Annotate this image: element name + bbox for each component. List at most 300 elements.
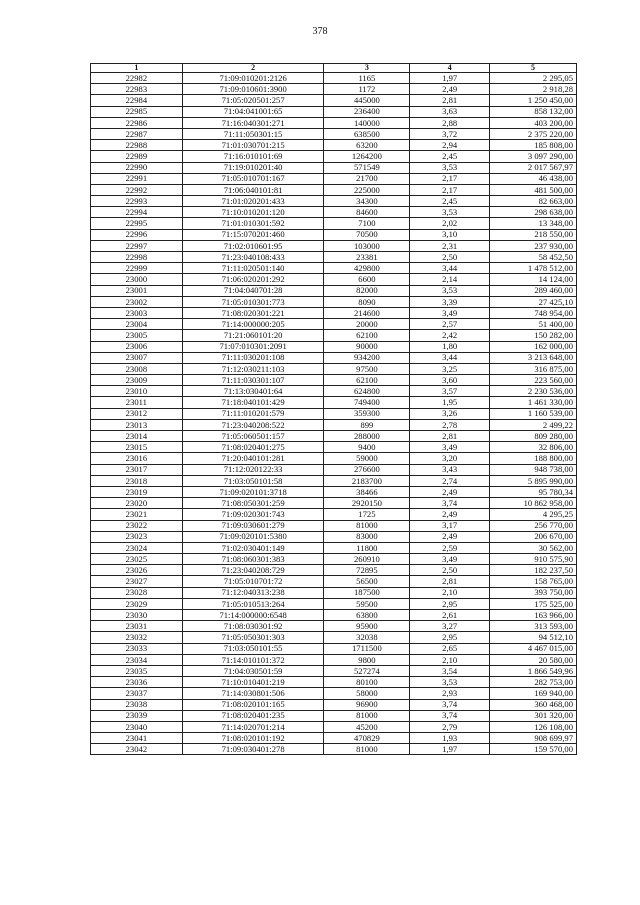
rate-cell: 3,72 <box>410 128 490 139</box>
row-number-cell: 23003 <box>91 307 183 318</box>
rate-cell: 3,49 <box>410 554 490 565</box>
cadastral-number-cell: 71:14:010101:372 <box>182 654 324 665</box>
area-cell: 236400 <box>324 106 410 117</box>
row-number-cell: 23002 <box>91 296 183 307</box>
area-cell: 32038 <box>324 632 410 643</box>
table-row <box>91 598 577 609</box>
rate-cell: 3,74 <box>410 699 490 710</box>
rate-cell: 2,49 <box>410 509 490 520</box>
table-row <box>91 162 577 173</box>
cadastral-number-cell: 71:20:040101:281 <box>182 453 324 464</box>
row-number-cell: 23026 <box>91 565 183 576</box>
area-cell: 84600 <box>324 207 410 218</box>
area-cell: 9400 <box>324 442 410 453</box>
area-cell: 8090 <box>324 296 410 307</box>
row-number-cell: 23039 <box>91 710 183 721</box>
data-table <box>90 63 577 755</box>
area-cell: 95900 <box>324 621 410 632</box>
cadastral-number-cell: 71:19:010201:40 <box>182 162 324 173</box>
cadastral-number-cell: 71:12:030211:103 <box>182 363 324 374</box>
value-cell: 298 638,00 <box>490 207 577 218</box>
cadastral-number-cell: 71:10:010201:120 <box>182 207 324 218</box>
row-number-cell: 22984 <box>91 95 183 106</box>
rate-cell: 1,97 <box>410 73 490 84</box>
area-cell: 9800 <box>324 654 410 665</box>
rate-cell: 3,44 <box>410 263 490 274</box>
row-number-cell: 23040 <box>91 721 183 732</box>
area-cell: 429800 <box>324 263 410 274</box>
table-row <box>91 520 577 531</box>
cadastral-number-cell: 71:05:010513:264 <box>182 598 324 609</box>
table-row <box>91 710 577 721</box>
table-row <box>91 498 577 509</box>
cadastral-number-cell: 71:05:020501:257 <box>182 95 324 106</box>
table-row <box>91 408 577 419</box>
area-cell: 288000 <box>324 431 410 442</box>
column-header-2: 2 <box>182 64 324 73</box>
area-cell: 140000 <box>324 117 410 128</box>
value-cell: 748 954,00 <box>490 307 577 318</box>
value-cell: 32 806,00 <box>490 442 577 453</box>
row-number-cell: 22995 <box>91 218 183 229</box>
cadastral-number-cell: 71:08:020101:192 <box>182 733 324 744</box>
value-cell: 1 478 512,00 <box>490 263 577 274</box>
value-cell: 1 160 539,00 <box>490 408 577 419</box>
value-cell: 908 699,97 <box>490 733 577 744</box>
value-cell: 223 560,00 <box>490 375 577 386</box>
table-row <box>91 95 577 106</box>
area-cell: 38466 <box>324 486 410 497</box>
table-row <box>91 654 577 665</box>
table-row <box>91 84 577 95</box>
rate-cell: 3,39 <box>410 296 490 307</box>
area-cell: 1711500 <box>324 643 410 654</box>
value-cell: 948 738,00 <box>490 464 577 475</box>
cadastral-number-cell: 71:12:020122:33 <box>182 464 324 475</box>
row-number-cell: 23017 <box>91 464 183 475</box>
table-row <box>91 610 577 621</box>
cadastral-number-cell: 71:08:020101:165 <box>182 699 324 710</box>
area-cell: 470829 <box>324 733 410 744</box>
table-row <box>91 464 577 475</box>
rate-cell: 2,78 <box>410 419 490 430</box>
table-row <box>91 453 577 464</box>
row-number-cell: 23030 <box>91 610 183 621</box>
value-cell: 481 500,00 <box>490 184 577 195</box>
table-row <box>91 352 577 363</box>
row-number-cell: 23013 <box>91 419 183 430</box>
row-number-cell: 22987 <box>91 128 183 139</box>
row-number-cell: 23018 <box>91 475 183 486</box>
rate-cell: 2,17 <box>410 184 490 195</box>
area-cell: 59500 <box>324 598 410 609</box>
row-number-cell: 23037 <box>91 688 183 699</box>
row-number-cell: 22994 <box>91 207 183 218</box>
value-cell: 30 562,00 <box>490 542 577 553</box>
row-number-cell: 23006 <box>91 341 183 352</box>
table-row <box>91 733 577 744</box>
area-cell: 62100 <box>324 375 410 386</box>
value-cell: 27 425,10 <box>490 296 577 307</box>
table-row <box>91 565 577 576</box>
rate-cell: 3,20 <box>410 453 490 464</box>
area-cell: 1172 <box>324 84 410 95</box>
value-cell: 159 570,00 <box>490 744 577 755</box>
value-cell: 2 017 567,97 <box>490 162 577 173</box>
cadastral-number-cell: 71:07:010301:2091 <box>182 341 324 352</box>
table-row <box>91 531 577 542</box>
area-cell: 11800 <box>324 542 410 553</box>
value-cell: 393 750,00 <box>490 587 577 598</box>
rate-cell: 1,80 <box>410 341 490 352</box>
cadastral-number-cell: 71:11:030201:108 <box>182 352 324 363</box>
table-row <box>91 688 577 699</box>
cadastral-number-cell: 71:14:030801:506 <box>182 688 324 699</box>
area-cell: 21700 <box>324 173 410 184</box>
rate-cell: 3,53 <box>410 207 490 218</box>
table-row <box>91 677 577 688</box>
cadastral-number-cell: 71:08:060301:383 <box>182 554 324 565</box>
area-cell: 2920150 <box>324 498 410 509</box>
value-cell: 1 250 450,00 <box>490 95 577 106</box>
area-cell: 80100 <box>324 677 410 688</box>
rate-cell: 3,74 <box>410 498 490 509</box>
row-number-cell: 22983 <box>91 84 183 95</box>
cadastral-number-cell: 71:14:000000:205 <box>182 319 324 330</box>
table-row <box>91 542 577 553</box>
cadastral-number-cell: 71:05:010701:167 <box>182 173 324 184</box>
cadastral-number-cell: 71:01:010301:592 <box>182 218 324 229</box>
cadastral-number-cell: 71:12:040313:238 <box>182 587 324 598</box>
value-cell: 2 230 536,00 <box>490 386 577 397</box>
rate-cell: 3,60 <box>410 375 490 386</box>
table-row <box>91 106 577 117</box>
cadastral-number-cell: 71:06:020201:292 <box>182 274 324 285</box>
row-number-cell: 23023 <box>91 531 183 542</box>
row-number-cell: 23024 <box>91 542 183 553</box>
row-number-cell: 23022 <box>91 520 183 531</box>
cadastral-number-cell: 71:11:010201:579 <box>182 408 324 419</box>
table-row <box>91 173 577 184</box>
value-cell: 20 580,00 <box>490 654 577 665</box>
value-cell: 910 575,90 <box>490 554 577 565</box>
cadastral-number-cell: 71:21:060101:20 <box>182 330 324 341</box>
row-number-cell: 22999 <box>91 263 183 274</box>
rate-cell: 2,42 <box>410 330 490 341</box>
cadastral-number-cell: 71:15:070201:460 <box>182 229 324 240</box>
row-number-cell: 22989 <box>91 151 183 162</box>
table-row <box>91 431 577 442</box>
rate-cell: 2,59 <box>410 542 490 553</box>
table-row <box>91 621 577 632</box>
table-row <box>91 229 577 240</box>
cadastral-number-cell: 71:23:040108:433 <box>182 252 324 263</box>
rate-cell: 3,54 <box>410 665 490 676</box>
rate-cell: 2,93 <box>410 688 490 699</box>
table-row <box>91 285 577 296</box>
rate-cell: 3,53 <box>410 162 490 173</box>
row-number-cell: 23028 <box>91 587 183 598</box>
area-cell: 571549 <box>324 162 410 173</box>
rate-cell: 3,49 <box>410 307 490 318</box>
row-number-cell: 23001 <box>91 285 183 296</box>
cadastral-number-cell: 71:11:050301:15 <box>182 128 324 139</box>
area-cell: 7100 <box>324 218 410 229</box>
area-cell: 82000 <box>324 285 410 296</box>
area-cell: 45200 <box>324 721 410 732</box>
cadastral-number-cell: 71:08:020401:275 <box>182 442 324 453</box>
value-cell: 2 499,22 <box>490 419 577 430</box>
row-number-cell: 22996 <box>91 229 183 240</box>
row-number-cell: 22988 <box>91 140 183 151</box>
table-row <box>91 218 577 229</box>
value-cell: 10 862 958,00 <box>490 498 577 509</box>
table-row <box>91 475 577 486</box>
column-header-1: 1 <box>91 64 183 73</box>
cadastral-number-cell: 71:05:060501:157 <box>182 431 324 442</box>
value-cell: 2 375 220,00 <box>490 128 577 139</box>
area-cell: 34300 <box>324 196 410 207</box>
area-cell: 2183700 <box>324 475 410 486</box>
cadastral-number-cell: 71:14:000000:6548 <box>182 610 324 621</box>
value-cell: 158 765,00 <box>490 576 577 587</box>
area-cell: 1264200 <box>324 151 410 162</box>
cadastral-number-cell: 71:09:020301:743 <box>182 509 324 520</box>
cadastral-number-cell: 71:11:020501:140 <box>182 263 324 274</box>
rate-cell: 3,53 <box>410 285 490 296</box>
value-cell: 163 966,00 <box>490 610 577 621</box>
area-cell: 103000 <box>324 240 410 251</box>
table-row <box>91 442 577 453</box>
cadastral-number-cell: 71:03:050101:58 <box>182 475 324 486</box>
cadastral-number-cell: 71:04:041001:65 <box>182 106 324 117</box>
rate-cell: 3,27 <box>410 621 490 632</box>
value-cell: 175 525,00 <box>490 598 577 609</box>
cadastral-number-cell: 71:10:010401:219 <box>182 677 324 688</box>
row-number-cell: 23005 <box>91 330 183 341</box>
value-cell: 206 670,00 <box>490 531 577 542</box>
column-header-4: 4 <box>410 64 490 73</box>
rate-cell: 2,57 <box>410 319 490 330</box>
cadastral-number-cell: 71:05:010301:773 <box>182 296 324 307</box>
rate-cell: 1,93 <box>410 733 490 744</box>
cadastral-number-cell: 71:09:020101:5380 <box>182 531 324 542</box>
table-row <box>91 419 577 430</box>
column-header-3: 3 <box>324 64 410 73</box>
table-row <box>91 744 577 755</box>
table-row <box>91 307 577 318</box>
rate-cell: 2,94 <box>410 140 490 151</box>
value-cell: 316 875,00 <box>490 363 577 374</box>
rate-cell: 2,61 <box>410 610 490 621</box>
table-row <box>91 207 577 218</box>
area-cell: 6600 <box>324 274 410 285</box>
row-number-cell: 22990 <box>91 162 183 173</box>
rate-cell: 3,17 <box>410 520 490 531</box>
rate-cell: 2,31 <box>410 240 490 251</box>
value-cell: 858 132,00 <box>490 106 577 117</box>
value-cell: 809 280,00 <box>490 431 577 442</box>
value-cell: 126 108,00 <box>490 721 577 732</box>
cadastral-number-cell: 71:09:030401:278 <box>182 744 324 755</box>
row-number-cell: 23033 <box>91 643 183 654</box>
rate-cell: 3,74 <box>410 710 490 721</box>
rate-cell: 3,44 <box>410 352 490 363</box>
value-cell: 360 468,00 <box>490 699 577 710</box>
value-cell: 58 452,50 <box>490 252 577 263</box>
value-cell: 51 400,00 <box>490 319 577 330</box>
area-cell: 1725 <box>324 509 410 520</box>
value-cell: 5 895 990,00 <box>490 475 577 486</box>
row-number-cell: 23042 <box>91 744 183 755</box>
area-cell: 81000 <box>324 520 410 531</box>
area-cell: 934200 <box>324 352 410 363</box>
value-cell: 46 438,00 <box>490 173 577 184</box>
cadastral-number-cell: 71:09:010601:3900 <box>182 84 324 95</box>
table-row <box>91 330 577 341</box>
value-cell: 150 282,00 <box>490 330 577 341</box>
rate-cell: 3,10 <box>410 229 490 240</box>
value-cell: 256 770,00 <box>490 520 577 531</box>
row-number-cell: 22982 <box>91 73 183 84</box>
rate-cell: 2,65 <box>410 643 490 654</box>
table-row <box>91 252 577 263</box>
rate-cell: 2,14 <box>410 274 490 285</box>
area-cell: 70500 <box>324 229 410 240</box>
row-number-cell: 22997 <box>91 240 183 251</box>
table-row <box>91 632 577 643</box>
value-cell: 3 213 648,00 <box>490 352 577 363</box>
cadastral-number-cell: 71:14:020701:214 <box>182 721 324 732</box>
cadastral-number-cell: 71:08:020401:235 <box>182 710 324 721</box>
rate-cell: 2,49 <box>410 84 490 95</box>
table-row <box>91 240 577 251</box>
area-cell: 58000 <box>324 688 410 699</box>
value-cell: 95 780,34 <box>490 486 577 497</box>
value-cell: 162 000,00 <box>490 341 577 352</box>
row-number-cell: 23009 <box>91 375 183 386</box>
area-cell: 72895 <box>324 565 410 576</box>
table-row <box>91 128 577 139</box>
cadastral-number-cell: 71:09:020101:3718 <box>182 486 324 497</box>
value-cell: 188 800,00 <box>490 453 577 464</box>
area-cell: 359300 <box>324 408 410 419</box>
row-number-cell: 23015 <box>91 442 183 453</box>
area-cell: 96900 <box>324 699 410 710</box>
row-number-cell: 23027 <box>91 576 183 587</box>
header-row <box>91 64 577 73</box>
row-number-cell: 22986 <box>91 117 183 128</box>
rate-cell: 2,95 <box>410 598 490 609</box>
row-number-cell: 23010 <box>91 386 183 397</box>
area-cell: 1165 <box>324 73 410 84</box>
cadastral-number-cell: 71:16:010101:69 <box>182 151 324 162</box>
rate-cell: 2,74 <box>410 475 490 486</box>
area-cell: 63800 <box>324 610 410 621</box>
value-cell: 301 320,00 <box>490 710 577 721</box>
row-number-cell: 23020 <box>91 498 183 509</box>
value-cell: 218 550,00 <box>490 229 577 240</box>
rate-cell: 2,49 <box>410 486 490 497</box>
rate-cell: 1,97 <box>410 744 490 755</box>
rate-cell: 3,26 <box>410 408 490 419</box>
cadastral-number-cell: 71:04:040701:28 <box>182 285 324 296</box>
table-row <box>91 665 577 676</box>
rate-cell: 3,53 <box>410 677 490 688</box>
area-cell: 90000 <box>324 341 410 352</box>
value-cell: 4 467 015,00 <box>490 643 577 654</box>
table-row <box>91 140 577 151</box>
cadastral-number-cell: 71:08:030301:92 <box>182 621 324 632</box>
area-cell: 62100 <box>324 330 410 341</box>
rate-cell: 2,81 <box>410 431 490 442</box>
area-cell: 445000 <box>324 95 410 106</box>
rate-cell: 2,50 <box>410 252 490 263</box>
area-cell: 83000 <box>324 531 410 542</box>
table-row <box>91 576 577 587</box>
row-number-cell: 23000 <box>91 274 183 285</box>
row-number-cell: 23031 <box>91 621 183 632</box>
table-row <box>91 397 577 408</box>
table-row <box>91 196 577 207</box>
cadastral-number-cell: 71:23:040208:729 <box>182 565 324 576</box>
cadastral-number-cell: 71:08:050301:259 <box>182 498 324 509</box>
rate-cell: 2,02 <box>410 218 490 229</box>
value-cell: 3 097 290,00 <box>490 151 577 162</box>
table-row <box>91 509 577 520</box>
area-cell: 59000 <box>324 453 410 464</box>
table-row <box>91 263 577 274</box>
row-number-cell: 22993 <box>91 196 183 207</box>
cadastral-number-cell: 71:09:030601:279 <box>182 520 324 531</box>
cadastral-number-cell: 71:01:020201:433 <box>182 196 324 207</box>
area-cell: 527274 <box>324 665 410 676</box>
row-number-cell: 23007 <box>91 352 183 363</box>
area-cell: 63200 <box>324 140 410 151</box>
page-number: 378 <box>312 26 328 37</box>
area-cell: 56500 <box>324 576 410 587</box>
cadastral-number-cell: 71:11:030301:107 <box>182 375 324 386</box>
value-cell: 237 930,00 <box>490 240 577 251</box>
row-number-cell: 23036 <box>91 677 183 688</box>
table-row <box>91 319 577 330</box>
value-cell: 289 460,00 <box>490 285 577 296</box>
cadastral-number-cell: 71:06:040101:81 <box>182 184 324 195</box>
row-number-cell: 23012 <box>91 408 183 419</box>
value-cell: 14 124,00 <box>490 274 577 285</box>
rate-cell: 2,50 <box>410 565 490 576</box>
cadastral-number-cell: 71:05:050301:303 <box>182 632 324 643</box>
rate-cell: 2,79 <box>410 721 490 732</box>
area-cell: 225000 <box>324 184 410 195</box>
value-cell: 182 237,50 <box>490 565 577 576</box>
area-cell: 23381 <box>324 252 410 263</box>
value-cell: 403 200,00 <box>490 117 577 128</box>
row-number-cell: 22998 <box>91 252 183 263</box>
rate-cell: 2,45 <box>410 196 490 207</box>
area-cell: 214600 <box>324 307 410 318</box>
row-number-cell: 23032 <box>91 632 183 643</box>
table-row <box>91 643 577 654</box>
row-number-cell: 23016 <box>91 453 183 464</box>
cadastral-number-cell: 71:13:030401:64 <box>182 386 324 397</box>
row-number-cell: 22985 <box>91 106 183 117</box>
area-cell: 276600 <box>324 464 410 475</box>
value-cell: 185 808,00 <box>490 140 577 151</box>
cadastral-number-cell: 71:04:030501:59 <box>182 665 324 676</box>
cadastral-number-cell: 71:16:040301:271 <box>182 117 324 128</box>
rate-cell: 2,95 <box>410 632 490 643</box>
